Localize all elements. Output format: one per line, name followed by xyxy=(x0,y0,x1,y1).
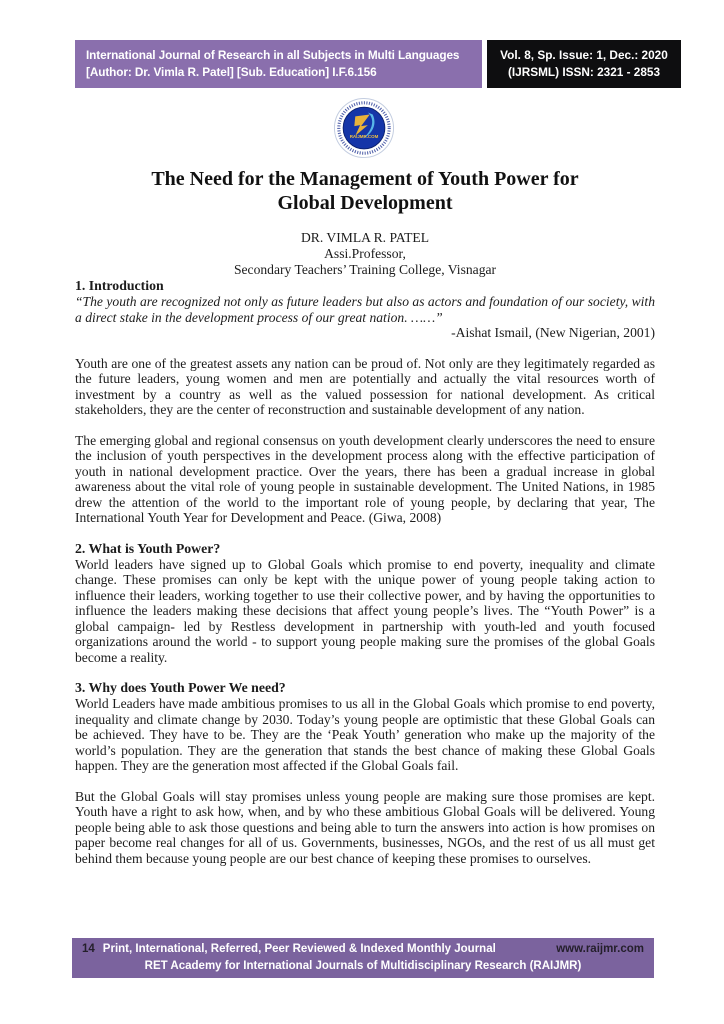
paragraph: World leaders have signed up to Global Goals which promise to end poverty, inequality and climate change. These promises can only be kept with the unique power of young people taking action to influence their leaders, working together to use their collective power, and by having the opportunities to influence the leaders making these decisions that affect young people’s lives. The “Youth Power” is a global campaign- led by Restless development in partnership with youth-led and youth focused organizations around the world - to support young people making sure the promises of the global Goals become a reality. xyxy=(75,556,655,665)
author-role: Assi.Professor, xyxy=(324,246,406,261)
paragraph: Youth are one of the greatest assets any nation can be proud of. Not only are they legitimately regarded as the future leaders, young women and men are potentially and actually the vital resources worth of investment by a country as well as the valued possession for national development. As critical stakeholders, they are the center of reconstruction and sustainable development of any nation. xyxy=(75,355,655,417)
article-body xyxy=(75,278,655,866)
author-block xyxy=(75,230,655,278)
paragraph: The emerging global and regional consensus on youth development clearly underscores the need to ensure the inclusion of youth perspectives in the development process along with the effective participation of youth in national development practice. Over the years, there has been a gradual increase in global awareness about the vital role of young people in sustainable development. The United Nations, in 1985 drew the attention of the world to the important role of young people, by declaring that year, The International Youth Year for Development and Peace. (Giwa, 2008) xyxy=(75,432,655,525)
section-1-heading: 1. Introduction xyxy=(75,278,164,293)
journal-info-box xyxy=(75,40,482,88)
page-header xyxy=(75,40,681,88)
footer-website: www.raijmr.com xyxy=(556,943,644,955)
article-title-line2: Global Development xyxy=(277,192,453,214)
issue-info-box xyxy=(487,40,681,88)
footer-line1 xyxy=(82,941,644,958)
intro-quote: “The youth are recognized not only as future leaders but also as actors and foundation of our society, with a direct stake in the development process of our great nation. ……” xyxy=(75,294,655,325)
article-title xyxy=(75,167,655,215)
paragraph: World Leaders have made ambitious promises to us all in the Global Goals which promise to end poverty, inequality and climate change by 2030. Today’s young people are optimistic that these Global Goals can be achieved. They have to be. They are the ‘Peak Youth’ generation who make up the majority of the world’s population. They are the generation that stands the best chance of making these Global Goals happen. They are the generation most affected if the Global Goals fail. xyxy=(75,696,655,773)
section-3-heading: 3. Why does Youth Power We need? xyxy=(75,680,286,695)
page-footer xyxy=(72,938,654,978)
issue-volume: Vol. 8, Sp. Issue: 1, Dec.: 2020 xyxy=(500,48,668,62)
logo-caption: RAIJMR.COM xyxy=(349,134,379,140)
paragraph: But the Global Goals will stay promises unless young people are making sure those promises are kept. Youth have a right to ask how, when, and by who these ambitious Global Goals will be delivered. Young people being able to ask those questions and being able to turn the answers into action is how promises on paper become real changes for all of us. Governments, businesses, NGOs, and the rest of us all must get behind them because young people are our best chance of keeping these promises to ourselves. xyxy=(75,788,655,866)
author-name: DR. VIMLA R. PATEL xyxy=(300,230,430,245)
raijmr-logo-icon xyxy=(333,97,395,159)
footer-academy: RET Academy for International Journals of Multidisciplinary Research (RAIJMR) xyxy=(144,960,582,972)
quote-attribution: -Aishat Ismail, (New Nigerian, 2001) xyxy=(451,325,655,340)
author-affiliation: Secondary Teachers’ Training College, Visnagar xyxy=(233,262,497,277)
journal-name: International Journal of Research in all Subjects in Multi Languages xyxy=(86,48,460,62)
issue-issn: (IJRSML) ISSN: 2321 - 2853 xyxy=(507,65,661,79)
page-number: 14 xyxy=(82,943,95,955)
section-2-heading: 2. What is Youth Power? xyxy=(75,540,221,556)
raijmr-logo xyxy=(333,97,395,159)
footer-journal-info: Print, International, Referred, Peer Reviewed & Indexed Monthly Journal xyxy=(102,943,496,955)
author-meta: [Author: Dr. Vimla R. Patel] [Sub. Education] I.F.6.156 xyxy=(86,65,377,79)
article-title-line1: The Need for the Management of Youth Power for xyxy=(151,168,579,190)
